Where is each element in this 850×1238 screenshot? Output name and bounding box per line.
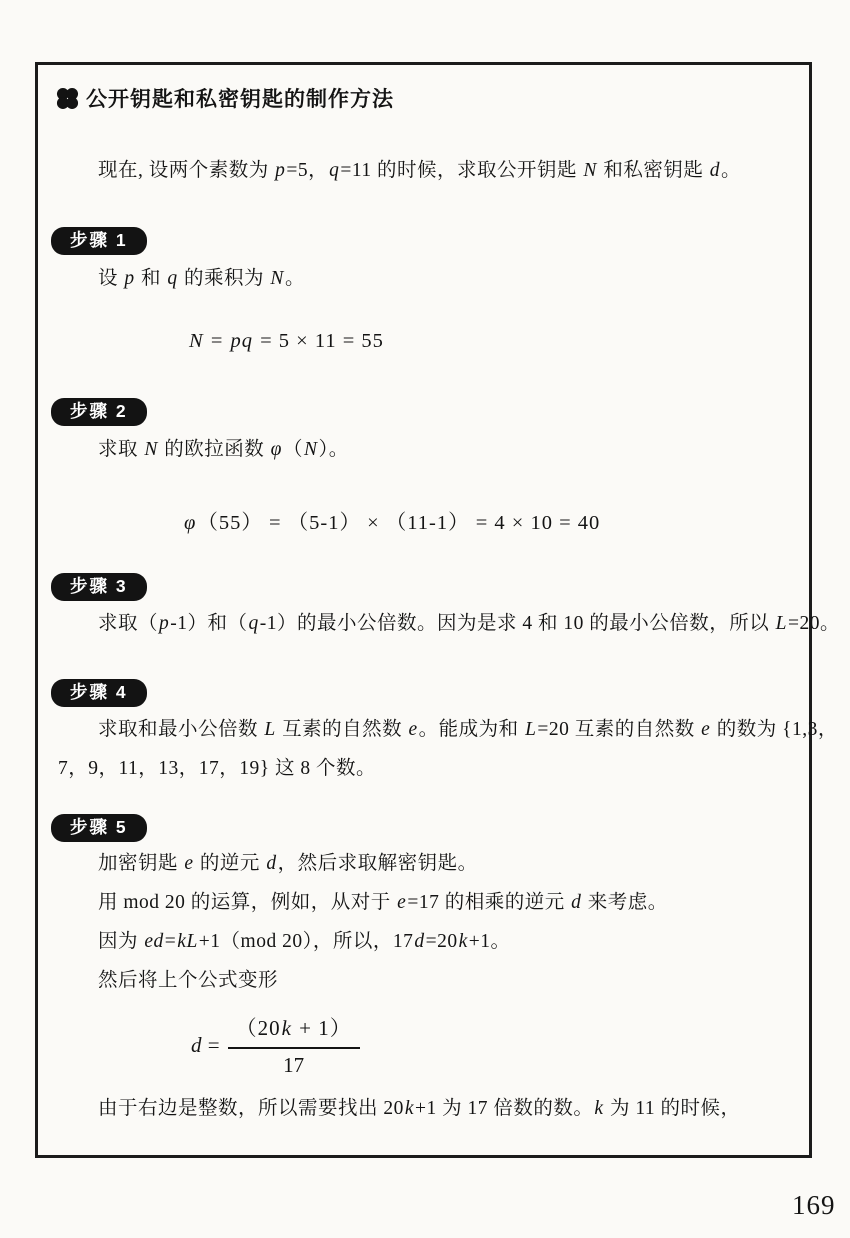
- step-2-badge-wrap: [51, 398, 147, 426]
- step-3-badge: 步骤 3: [51, 573, 147, 601]
- step-1-badge: 步骤 1: [51, 227, 147, 255]
- section-header: [56, 83, 394, 113]
- page-number: 169: [792, 1190, 836, 1220]
- step-5-line-4: 然后将上个公式变形: [98, 970, 279, 991]
- step-4-badge: 步骤 4: [51, 679, 147, 707]
- closing-paragraph: 由于右边是整数，所以需要找出 20k+1 为 17 倍数的数。k 为 11 的时候，: [98, 1098, 741, 1119]
- step-4-line-2: 7，9，11，13，17，19} 这 8 个数。: [58, 758, 377, 779]
- step-2-badge: 步骤 2: [51, 398, 147, 426]
- section-title: 公开钥匙和私密钥匙的制作方法: [86, 88, 394, 111]
- content-border-box: [35, 62, 840, 1158]
- step-3-badge-wrap: [51, 573, 147, 601]
- step-3-body: 求取（p-1）和（q-1）的最小公倍数。因为是求 4 和 10 的最小公倍数，所以 L=20。: [98, 613, 840, 634]
- fraction-numerator: （20k + 1）: [228, 1012, 360, 1049]
- step-5-lines: [98, 844, 668, 1000]
- step-1-body: 设 p 和 q 的乘积为 N。: [98, 268, 305, 289]
- step-1-formula: N = pq = 5 × 11 = 55: [189, 330, 384, 352]
- fraction-formula: [190, 1012, 360, 1078]
- fraction-denominator: 17: [283, 1053, 305, 1077]
- step-5-line-1: 加密钥匙 e 的逆元 d，然后求取解密钥匙。: [98, 853, 478, 874]
- step-1-badge-wrap: [51, 227, 147, 255]
- step-5-badge-wrap: [51, 814, 147, 842]
- step-5-badge: 步骤 5: [51, 814, 147, 842]
- fraction-lhs: d =: [191, 1032, 220, 1057]
- clover-icon: [56, 87, 79, 110]
- step-4-line-1: 求取和最小公倍数 L 互素的自然数 e。能成为和 L=20 互素的自然数 e 的数为 {1,3，: [98, 719, 838, 740]
- step-4-badge-wrap: [51, 679, 147, 707]
- fraction-stack: [228, 1012, 360, 1078]
- step-5-line-3: 因为 ed=kL+1（mod 20），所以，17d=20k+1。: [98, 931, 511, 952]
- step-2-formula: φ（55） = （5-1） × （11-1） = 4 × 10 = 40: [184, 512, 601, 534]
- step-5-line-2: 用 mod 20 的运算，例如，从对于 e=17 的相乘的逆元 d 来考虑。: [98, 892, 668, 913]
- step-2-body: 求取 N 的欧拉函数 φ（N）。: [98, 439, 349, 460]
- intro-paragraph: 现在, 设两个素数为 p=5，q=11 的时候，求取公开钥匙 N 和私密钥匙 d。: [98, 160, 741, 181]
